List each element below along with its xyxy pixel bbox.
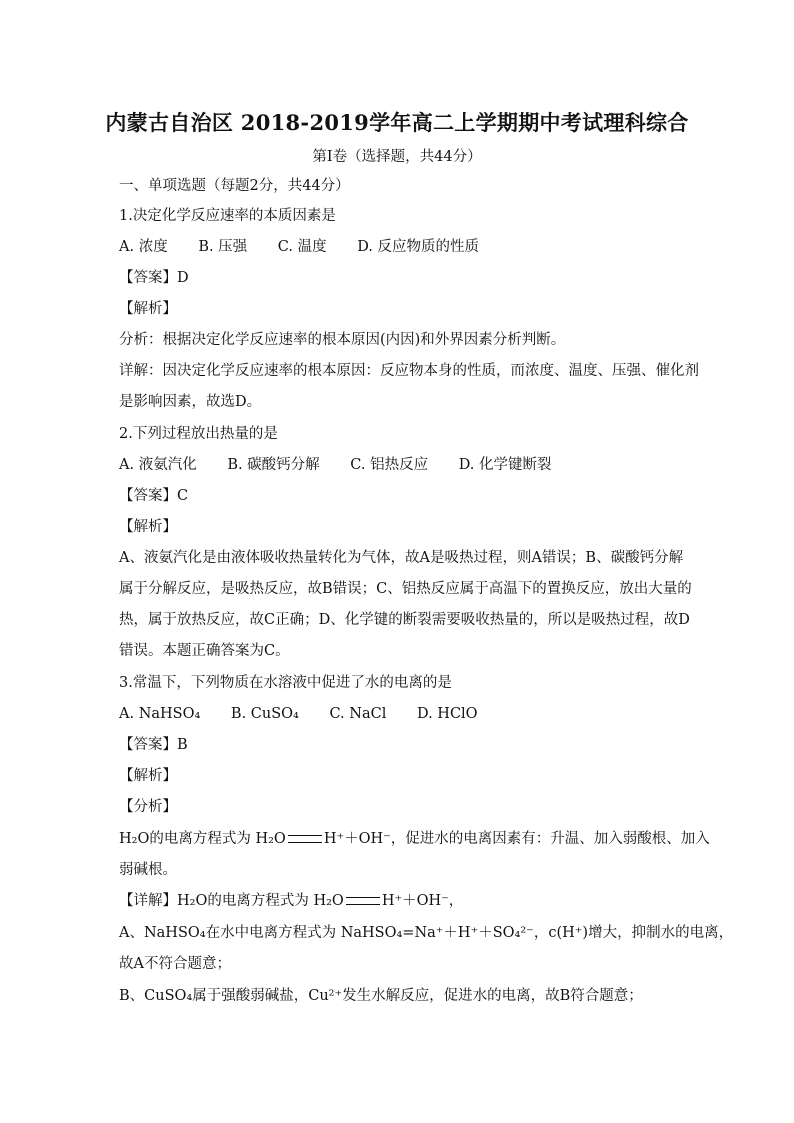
- q3-analysis-line: 故A不符合题意；: [119, 956, 231, 972]
- q3-analysis-line: B、CuSO₄属于强酸弱碱盐，Cu²⁺发生水解反应，促进水的电离，故B符合题意；: [119, 988, 643, 1004]
- q3-equation-left: H₂O的电离方程式为 H₂O: [119, 831, 286, 847]
- reversible-arrow-icon: [346, 897, 380, 905]
- document-title: 内蒙古自治区 2018-2019学年高二上学期期中考试理科综合: [105, 110, 689, 135]
- q3-answer: 【答案】B: [119, 737, 188, 753]
- q3-detail-left: 【详解】H₂O的电离方程式为 H₂O: [119, 893, 344, 909]
- q2-option-d: D. 化学键断裂: [458, 457, 552, 473]
- q3-option-d: D. HClO: [416, 706, 478, 722]
- q3-stem: 3.常温下，下列物质在水溶液中促进了水的电离的是: [119, 675, 452, 691]
- section-heading: 一、单项选题（每题2分，共44分）: [119, 178, 350, 194]
- q2-analysis-line: A、液氨汽化是由液体吸收热量转化为气体，故A是吸热过程，则A错误；B、碳酸钙分解: [119, 550, 684, 566]
- q2-analysis-line: 属于分解反应，是吸热反应，故B错误；C、铝热反应属于高温下的置换反应，放出大量的: [119, 581, 692, 597]
- q3-equation-line: [119, 829, 710, 849]
- q2-stem: 2.下列过程放出热量的是: [119, 426, 278, 442]
- q3-detail-right: H⁺＋OH⁻，: [381, 893, 464, 909]
- q3-fenxi-label: 【分析】: [119, 799, 177, 815]
- q2-analysis-line: 错误。本题正确答案为C。: [119, 643, 290, 659]
- q2-option-c: C. 铝热反应: [350, 457, 429, 473]
- q2-answer: 【答案】C: [119, 488, 189, 504]
- q1-option-b: B. 压强: [198, 239, 248, 255]
- q1-option-d: D. 反应物质的性质: [357, 239, 480, 255]
- q1-analysis-line: 详解：因决定化学反应速率的根本原因：反应物本身的性质，而浓度、温度、压强、催化剂: [119, 363, 699, 379]
- q3-analysis-line: A、NaHSO₄在水中电离方程式为 NaHSO₄=Na⁺＋H⁺＋SO₄²⁻，c(H⁺)增大，抑制水的电离，: [119, 925, 734, 941]
- reversible-arrow-icon: [288, 835, 322, 843]
- q2-analysis-line: 热，属于放热反应，故C正确；D、化学键的断裂需要吸收热量的，所以是吸热过程，故D: [119, 612, 690, 628]
- q1-answer: 【答案】D: [119, 270, 189, 286]
- q2-option-a: A. 液氨汽化: [119, 457, 197, 473]
- q1-options: [119, 237, 679, 257]
- q1-analysis-label: 【解析】: [119, 301, 177, 317]
- q1-option-c: C. 温度: [277, 239, 327, 255]
- q3-options: [119, 704, 679, 724]
- q3-analysis-line: 弱碱根。: [119, 862, 177, 878]
- section-subtitle: 第I卷（选择题，共44分）: [312, 149, 482, 165]
- q1-stem: 1.决定化学反应速率的本质因素是: [119, 208, 336, 224]
- q3-detail-line: [119, 891, 679, 911]
- q3-analysis-label: 【解析】: [119, 768, 177, 784]
- q2-analysis-label: 【解析】: [119, 519, 177, 535]
- q3-option-c: C. NaCl: [329, 706, 387, 722]
- q3-option-b: B. CuSO₄: [230, 706, 299, 722]
- q3-option-a: A. NaHSO₄: [119, 706, 201, 722]
- q2-option-b: B. 碳酸钙分解: [227, 457, 320, 473]
- q1-analysis-line: 是影响因素，故选D。: [119, 394, 262, 410]
- q2-options: [119, 455, 679, 475]
- q1-analysis-line: 分析：根据决定化学反应速率的根本原因(内因)和外界因素分析判断。: [119, 332, 566, 348]
- q3-equation-right: H⁺＋OH⁻，促进水的电离因素有：升温、加入弱酸根、加入: [323, 831, 710, 847]
- q1-option-a: A. 浓度: [119, 239, 168, 255]
